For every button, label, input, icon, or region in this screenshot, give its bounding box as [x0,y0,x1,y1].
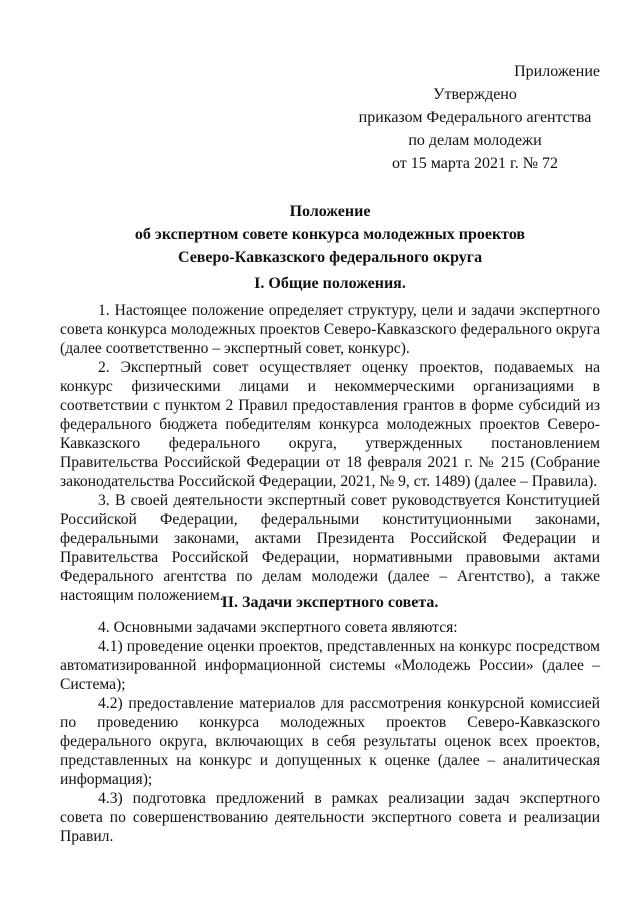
paragraph-4: 4. Основными задачами экспертного совета являются: [98,619,458,636]
order-date-number: от 15 марта 2021 г. № 72 [392,155,558,172]
title-line-1: Положение [289,203,371,220]
paragraph-4-2: 4.2) предоставление материалов для рассмотрения конкурсной комиссией по проведению конкурса молодежных проектов Северо-Кавказского федерального округа, включающих в себя результаты оценок всех проектов, представленных на конкурс и допущенных к оценке (далее – аналитическая информация); [60,695,600,788]
section-2-heading: II. Задачи экспертного совета. [221,594,439,611]
approval-stamp [350,60,600,175]
paragraph-3: 3. В своей деятельности экспертный совет руководствуется Конституцией Российской Федерации, федеральными конституционными законами, федеральными законами, актами Президента Российской Федерации и Правительства Российской Федерации, нормативными правовыми актами Федерального агентства по делам молодежи (далее – Агентство), а также настоящим положением. [60,492,600,604]
paragraph-2: 2. Экспертный совет осуществляет оценку проектов, подаваемых на конкурс физическими лицами и некоммерческими организациями в соответствии с пунктом 2 Правил предоставления грантов в форме субсидий из федерального бюджета победителям конкурса молодежных проектов Северо-Кавказского федерального округа, утвержденных постановлением Правительства Российской Федерации от 18 февраля 2021 г. № 215 (Собрание законодательства Российской Федерации, 2021, № 9, ст. 1489) (далее – Правила). [60,359,600,490]
paragraph-1: 1. Настоящее положение определяет структуру, цели и задачи экспертного совета конкурса молодежных проектов Северо-Кавказского федерального округа (далее соответственно – экспертный совет, конкурс). [60,302,600,357]
section-2-body [60,618,600,846]
paragraph-4-1: 4.1) проведение оценки проектов, представленных на конкурс посредством автоматизированной информационной системы «Молодежь России» (далее – Система); [60,638,600,693]
approved-label: Утверждено [433,86,517,103]
paragraph-4-3: 4.3) подготовка предложений в рамках реализации задач экспертного совета по совершенствованию деятельности экспертного совета и реализации Правил. [60,790,600,845]
section-1-body [60,301,600,605]
title-line-3: Северо-Кавказского федерального округа [177,249,483,266]
order-issuer: приказом Федерального агентства [358,109,592,126]
document-title [60,200,600,269]
title-line-2: об экспертном совете конкурса молодежных проектов [134,226,526,243]
order-issuer-continued: по делам молодежи [408,132,542,149]
appendix-label: Приложение [514,63,600,80]
section-1-heading: I. Общие положения. [254,275,406,292]
